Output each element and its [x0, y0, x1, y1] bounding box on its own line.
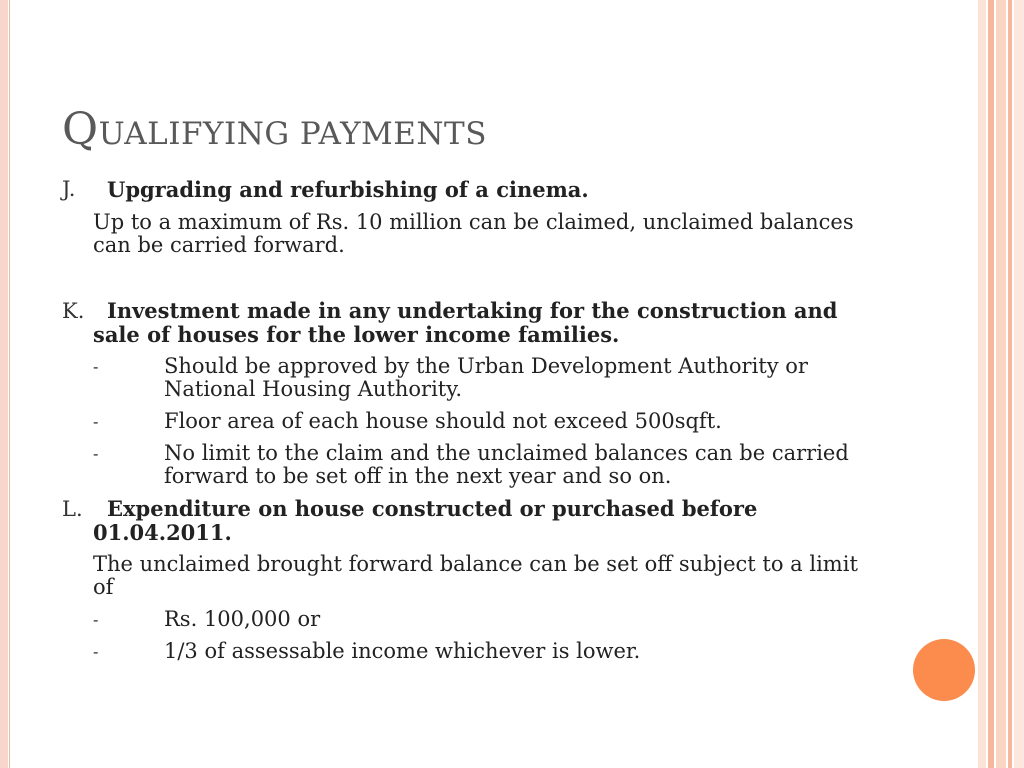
item-k-letter: K. [62, 299, 85, 323]
item-l-bullet-1: Rs. 100,000 or [164, 607, 321, 631]
item-l-body: The unclaimed brought forward balance can be set off subject to a limit of [93, 552, 858, 599]
item-j-heading [62, 178, 862, 201]
item-l-bullet-2: 1/3 of assessable income whichever is lower. [164, 639, 641, 663]
item-l-title: Expenditure on house constructed or purchased before 01.04.2011. [93, 496, 758, 545]
list-item: - Rs. 100,000 or [93, 607, 321, 631]
item-j-body: Up to a maximum of Rs. 10 million can be claimed, unclaimed balances can be carried forward. [93, 210, 854, 257]
left-border-decoration [0, 0, 8, 768]
item-k-title: Investment made in any undertaking for the construction and sale of houses for the lower income families. [93, 298, 838, 347]
right-stripe-decoration [978, 0, 1024, 768]
list-item: - Floor area of each house should not exceed 500sqft. [93, 409, 722, 433]
decorative-circle [913, 639, 975, 701]
slide-title [62, 104, 487, 155]
item-k-heading [62, 299, 862, 346]
item-k-bullet-3: No limit to the claim and the unclaimed balances can be carried forward to be set off in the next year and so on. [164, 441, 849, 488]
list-item: - No limit to the claim and the unclaimed balances can be carried forward to be set off in the next year and so on. [93, 442, 862, 488]
item-l-title-wrap [62, 496, 862, 545]
item-l-heading [62, 497, 862, 544]
list-item: - 1/3 of assessable income whichever is lower. [93, 639, 641, 663]
item-j-title: Upgrading and refurbishing of a cinema. [107, 177, 589, 202]
item-j-letter: J. [62, 177, 76, 201]
title-rest: UALIFYING PAYMENTS [98, 116, 487, 152]
item-k-title-wrap [62, 298, 862, 347]
slide-body [62, 178, 862, 663]
item-k-bullet-2: Floor area of each house should not exceed 500sqft. [164, 409, 722, 433]
list-item: - Should be approved by the Urban Development Authority or National Housing Authority. [93, 355, 862, 401]
title-initial: Q [62, 104, 99, 155]
item-l-letter: L. [62, 497, 83, 521]
item-k-bullet-1: Should be approved by the Urban Development Authority or National Housing Authority. [164, 354, 808, 401]
